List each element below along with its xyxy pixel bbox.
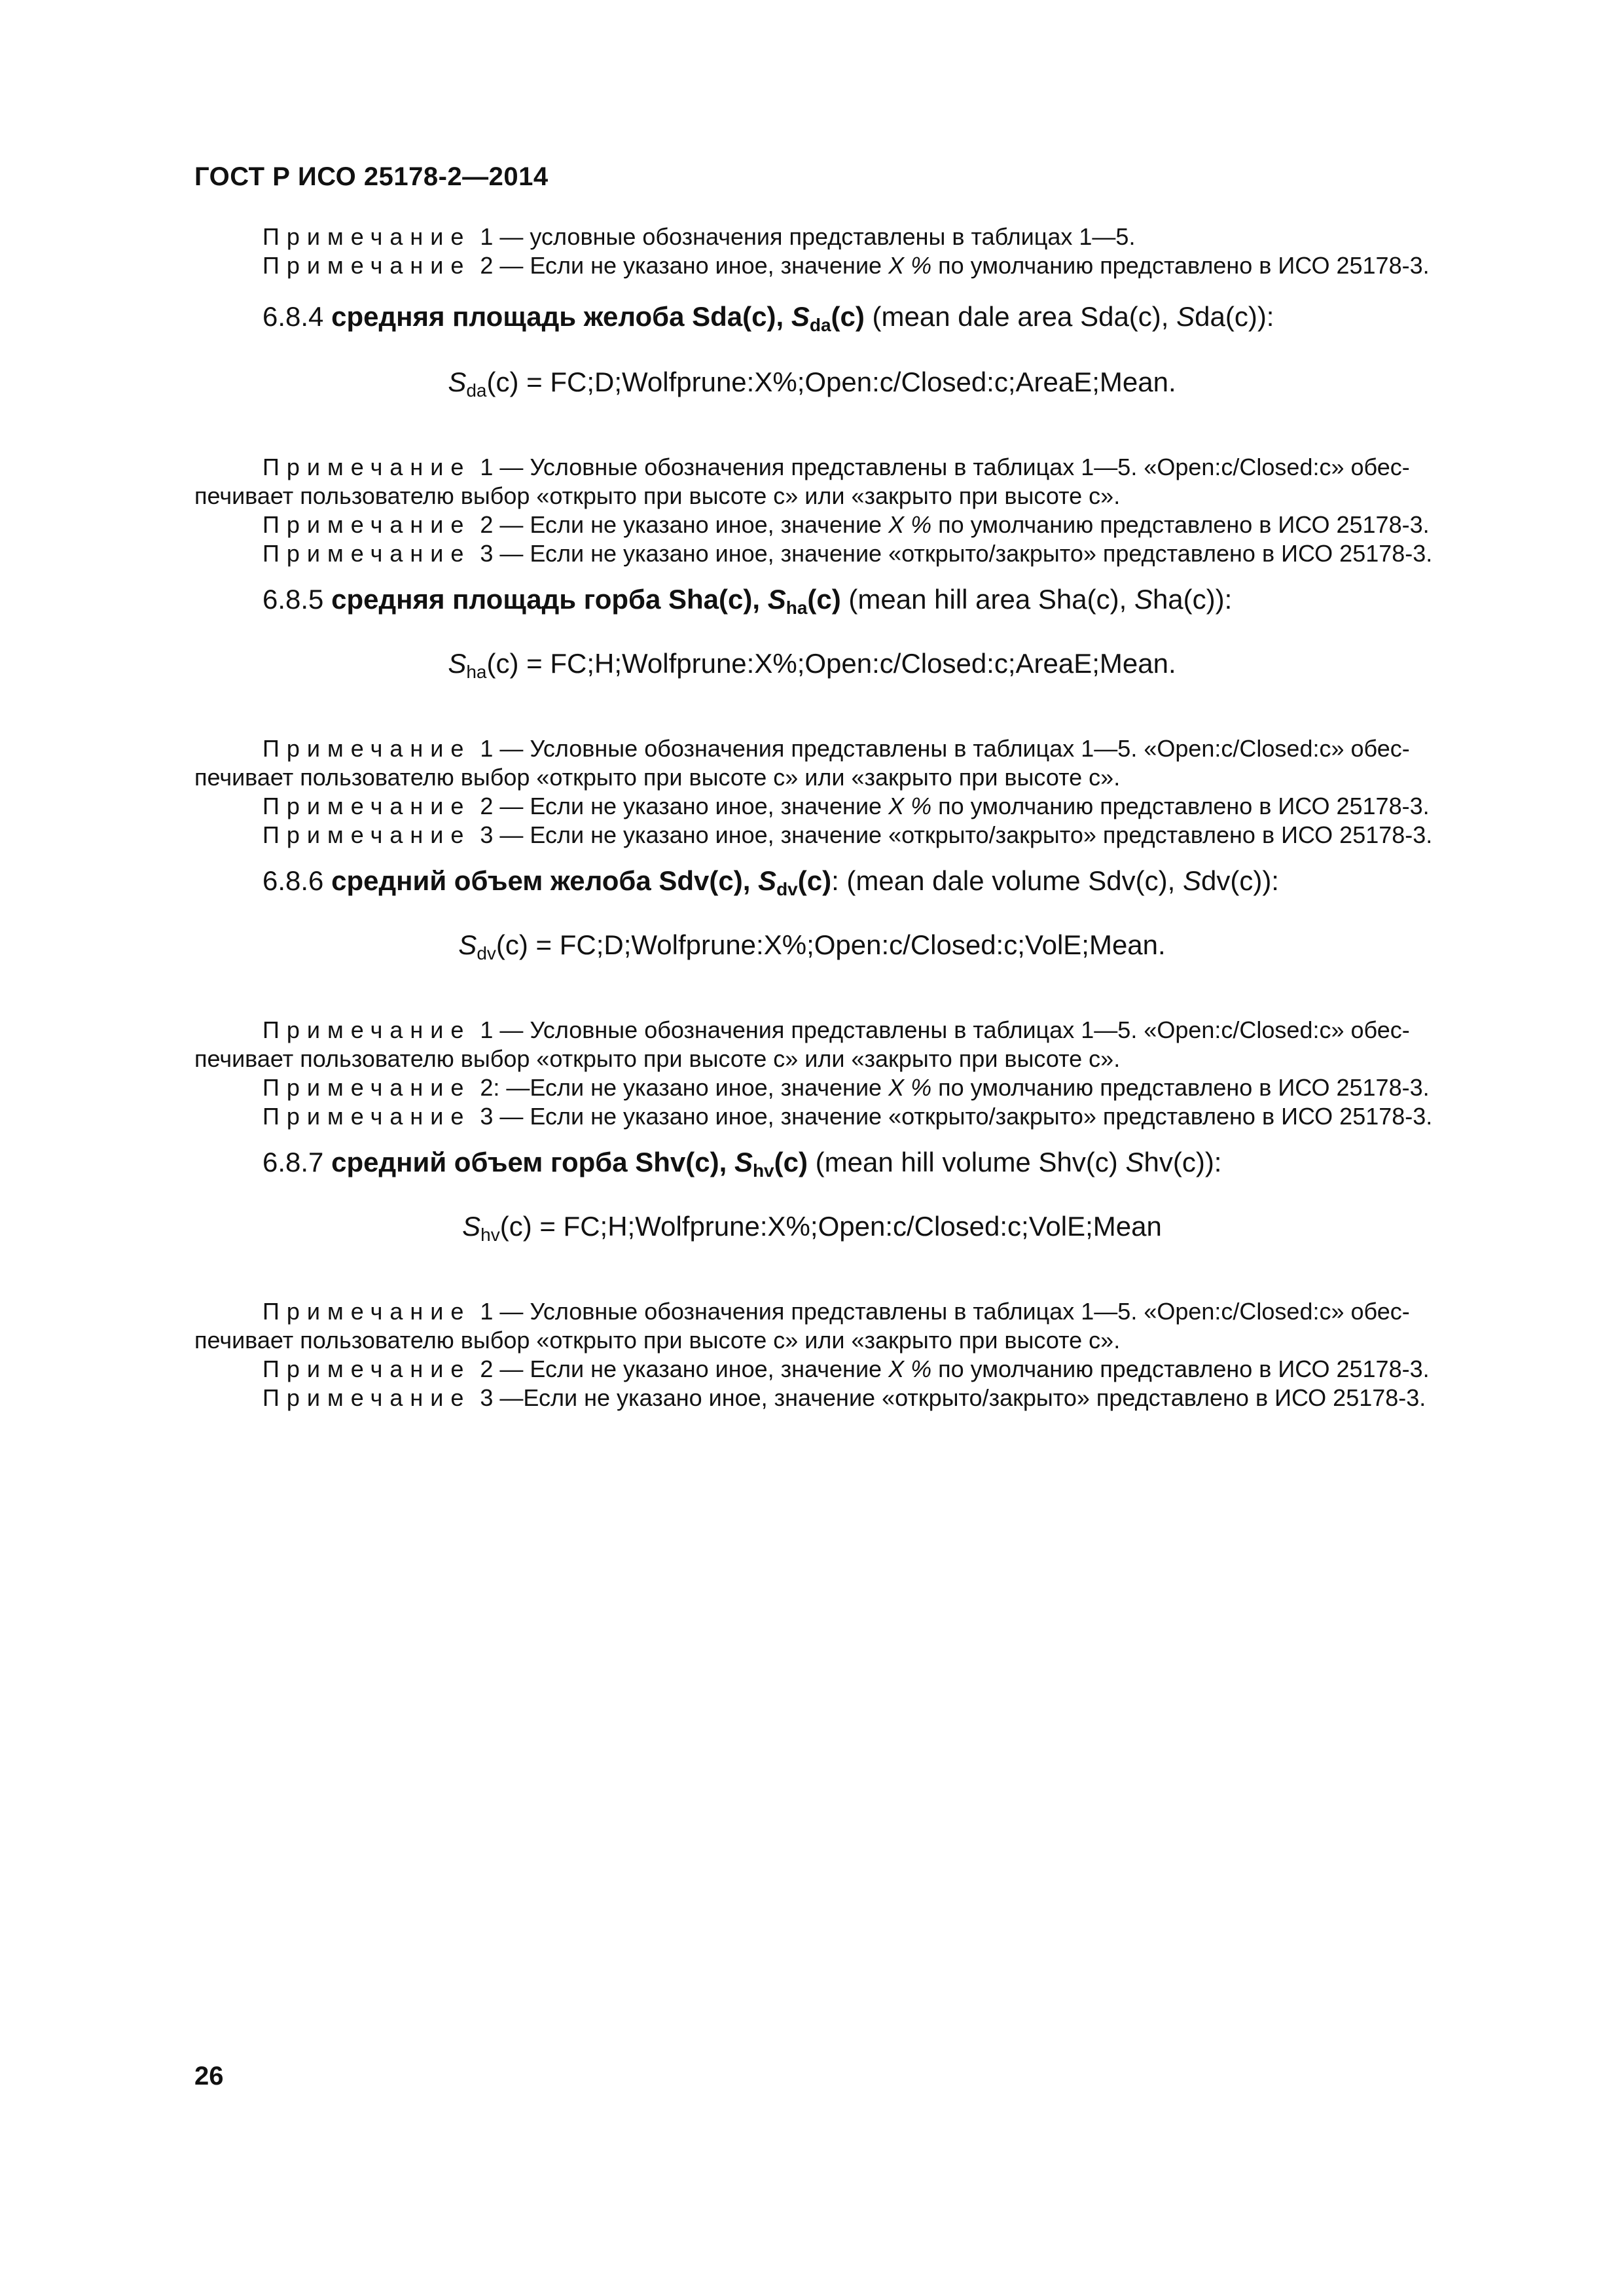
notes-6-8-6: Примечание 1 — Условные обозначения представлены в таблицах 1—5. «Open:c/Closed:c» обес- печивает пользователю выбор «открыто при высоте c» или «закрыто при высоте c». Примечание 2: —Если не указано иное, значение X % по умолчанию представлено в ИСО 25178-3. Примечание 3 — Если не указано иное, значение «открыто/закрыто» представлено в ИСО 25178-3. <box>194 1016 1433 1130</box>
notes-6-8-5: Примечание 1 — Условные обозначения представлены в таблицах 1—5. «Open:c/Closed:c» обес- печивает пользователю выбор «открыто при высоте c» или «закрыто при высоте c». Примечание 2 — Если не указано иное, значение X % по умолчанию представлено в ИСО 25178-3. Примечание 3 — Если не указано иное, значение «открыто/закрыто» представлено в ИСО 25178-3. <box>194 735 1433 848</box>
formula-6-8-4: $S_{da}(c)$ = FC;D;Wolfprune:X%;Open:c/Closed:c;AreaE;Mean. <box>448 367 1176 401</box>
note-line: Примечание 1 — условные обозначения представлены в таблицах 1—5. <box>262 223 1136 250</box>
notes-6-8-7: Примечание 1 — Условные обозначения представлены в таблицах 1—5. «Open:c/Closed:c» обес- печивает пользователю выбор «открыто при высоте c» или «закрыто при высоте c». Примечание 2 — Если не указано иное, значение X % по умолчанию представлено в ИСО 25178-3. Примечание 3 —Если не указано иное, значение «открыто/закрыто» представлено в ИСО 25178-3. <box>194 1298 1430 1411</box>
section-heading-6-8-5: 6.8.5 средняя площадь горба Sha(c), $S_{ha}(c)$ (mean hill area Sha(c), Sha(c)): <box>262 584 1233 618</box>
top-notes <box>194 223 1497 280</box>
section-heading-6-8-7: 6.8.7 средний объем горба Shv(c), $S_{hv}(c)$ (mean hill volume Shv(c) Shv(c)): <box>262 1147 1222 1181</box>
section-heading-6-8-6: 6.8.6 средний объем желоба Sdv(c), $S_{dv}(c)$: (mean dale volume Sdv(c), Sdv(c)): <box>262 865 1279 899</box>
notes-6-8-4: Примечание 1 — Условные обозначения представлены в таблицах 1—5. «Open:c/Closed:c» обес- печивает пользователю выбор «открыто при высоте c» или «закрыто при высоте c». Примечание 2 — Если не указано иное, значение X % по умолчанию представлено в ИСО 25178-3. Примечание 3 — Если не указано иное, значение «открыто/закрыто» представлено в ИСО 25178-3. <box>194 454 1433 567</box>
formula-6-8-6: $S_{dv}(c)$ = FC;D;Wolfprune:X%;Open:c/Closed:c;VolE;Mean. <box>458 929 1166 963</box>
section-heading-6-8-4: 6.8.4 средняя площадь желоба Sda(c), $S_{da}(c)$ (mean dale area Sda(c), Sda(c)): <box>262 301 1274 335</box>
formula-6-8-5: $S_{ha}(c)$ = FC;H;Wolfprune:X%;Open:c/Closed:c;AreaE;Mean. <box>448 648 1176 682</box>
page-number: 26 <box>194 2062 224 2090</box>
formula-6-8-7: $S_{hv}(c)$ = FC;H;Wolfprune:X%;Open:c/Closed:c;VolE;Mean <box>462 1211 1162 1245</box>
document-header: ГОСТ Р ИСО 25178-2—2014 <box>194 162 549 191</box>
note-line: Примечание 2 — Если не указано иное, значение X % по умолчанию представлено в ИСО 25178-3. <box>262 252 1430 279</box>
